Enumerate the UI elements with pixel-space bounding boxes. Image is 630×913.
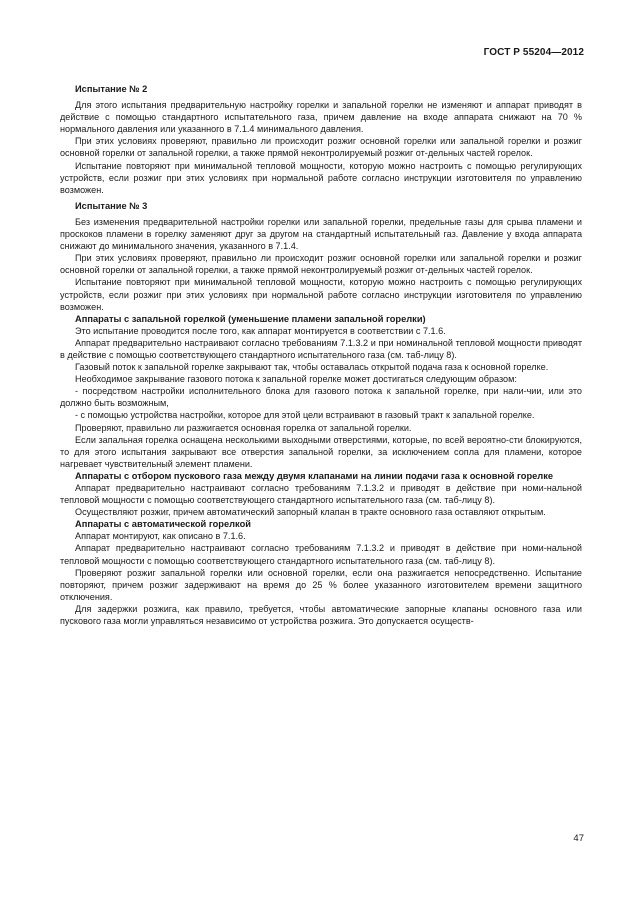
section-heading-test-3: Испытание № 3 — [75, 200, 148, 211]
page-number: 47 — [573, 833, 584, 844]
paragraph: Аппарат монтируют, как описано в 7.1.6. — [75, 531, 246, 542]
paragraph: Без изменения предварительной настройки горелки или запальной горелки, предельные газы для срыва пламени и проскоков пламени в горелку заменяют друг за другом на стандартный испытательный газ. Давление у входа аппарата снижают до минимального значения, указанного в 7.1.4. — [60, 216, 582, 252]
paragraph: Для задержки розжига, как правило, требуется, чтобы автоматические запорные клапаны основного газа или пускового газа могли управляться независимо от устройства розжига. Это допускается осуществ- — [60, 603, 582, 627]
paragraph: Испытание повторяют при минимальной тепловой мощности, которую можно настроить с помощью регулирующих устройств, если розжиг при этих условиях при нормальной работе согласно инструкции изготовителя по управлению возможен. — [60, 160, 582, 195]
paragraph: При этих условиях проверяют, правильно ли происходит розжиг основной горелки или запальной горелки и розжиг основной горелки от запальной горелки, а также прямой неконтролируемый розжиг от-дельных частей горелок. — [60, 136, 582, 159]
subheading-start-gas: Аппараты с отбором пускового газа между двумя клапанами на линии подачи газа к основной горелке — [75, 470, 554, 481]
paragraph: Проверяют розжиг запальной горелки или основной горелки, если она разжигается непосредственно. Испытание повторяют, причем розжиг задерживают на время до 25 % более указанного изготовителем времени защитного отключения. — [60, 567, 582, 602]
standard-code-header: ГОСТ Р 55204—2012 — [483, 47, 584, 58]
paragraph: Осуществляют розжиг, причем автоматический запорный клапан в тракте основного газа оставляют открытым. — [75, 507, 546, 518]
section-heading-test-2: Испытание № 2 — [75, 84, 148, 94]
paragraph: Для этого испытания предварительную настройку горелки и запальной горелки не изменяют и аппарат приводят в действие с помощью стандартного испытательного газа, причем давление на входе аппарата снижают на 70 % нормального давления или указанного в 7.1.4 минимального давления. — [60, 100, 582, 135]
paragraph: При этих условиях проверяют, правильно ли происходит розжиг основной горелки или запальной горелки и розжиг основной горелки от запальной горелки, а также прямой неконтролируемый розжиг от-дельных частей горелок. — [60, 253, 582, 276]
paragraph: Газовый поток к запальной горелке закрывают так, чтобы оставалась открытой подача газа к основной горелке. — [75, 362, 549, 373]
paragraph: Это испытание проводится после того, как аппарат монтируется в соответствии с 7.1.6. — [75, 325, 446, 336]
document-body — [60, 79, 582, 627]
subheading-automatic-burner: Аппараты с автоматической горелкой — [75, 519, 251, 530]
paragraph: Аппарат предварительно настраивают согласно требованиям 7.1.3.2 и приводят в действие при номи-нальной тепловой мощности с помощью соответствующего стандартного испытательного газа (см. таб-лицу 8). — [60, 483, 582, 506]
paragraph: Аппарат предварительно настраивают согласно требованиям 7.1.3.2 и приводят в действие при номи-нальной тепловой мощности с помощью соответствующего стандартного испытательного газа (см. таб-лицу 8). — [60, 543, 582, 566]
paragraph: Проверяют, правильно ли разжигается основная горелка от запальной горелки. — [75, 422, 412, 433]
subheading-pilot-burner: Аппараты с запальной горелкой (уменьшение пламени запальной горелки) — [75, 313, 426, 324]
paragraph: Аппарат предварительно настраивают согласно требованиям 7.1.3.2 и при номинальной тепловой мощности приводят в действие с помощью соответствующего стандартного испытательного газа (см. таб-лицу 8). — [60, 337, 582, 360]
list-item: - с помощью устройства настройки, которое для этой цели встраивают в газовый тракт к запальной горелке. — [75, 410, 535, 421]
paragraph: Необходимое закрывание газового потока к запальной горелке может достигаться следующим образом: — [75, 374, 517, 385]
paragraph: Испытание повторяют при минимальной тепловой мощности, которую можно настроить с помощью регулирующих устройств, если розжиг при этих условиях при нормальной работе согласно инструкции изготовителя по управлению возможен. — [60, 277, 582, 312]
list-item: - посредством настройки исполнительного блока для газового потока к запальной горелке, при нали-чии, или это должно быть возможным, — [60, 386, 582, 409]
paragraph: Если запальная горелка оснащена несколькими выходными отверстиями, которые, по всей вероятно-сти блокируются, то для этого испытания закрывают все отверстия запальной горелки, за исключением сопла для пламени, которое нагревает чувствительный элемент пламени. — [60, 434, 582, 469]
